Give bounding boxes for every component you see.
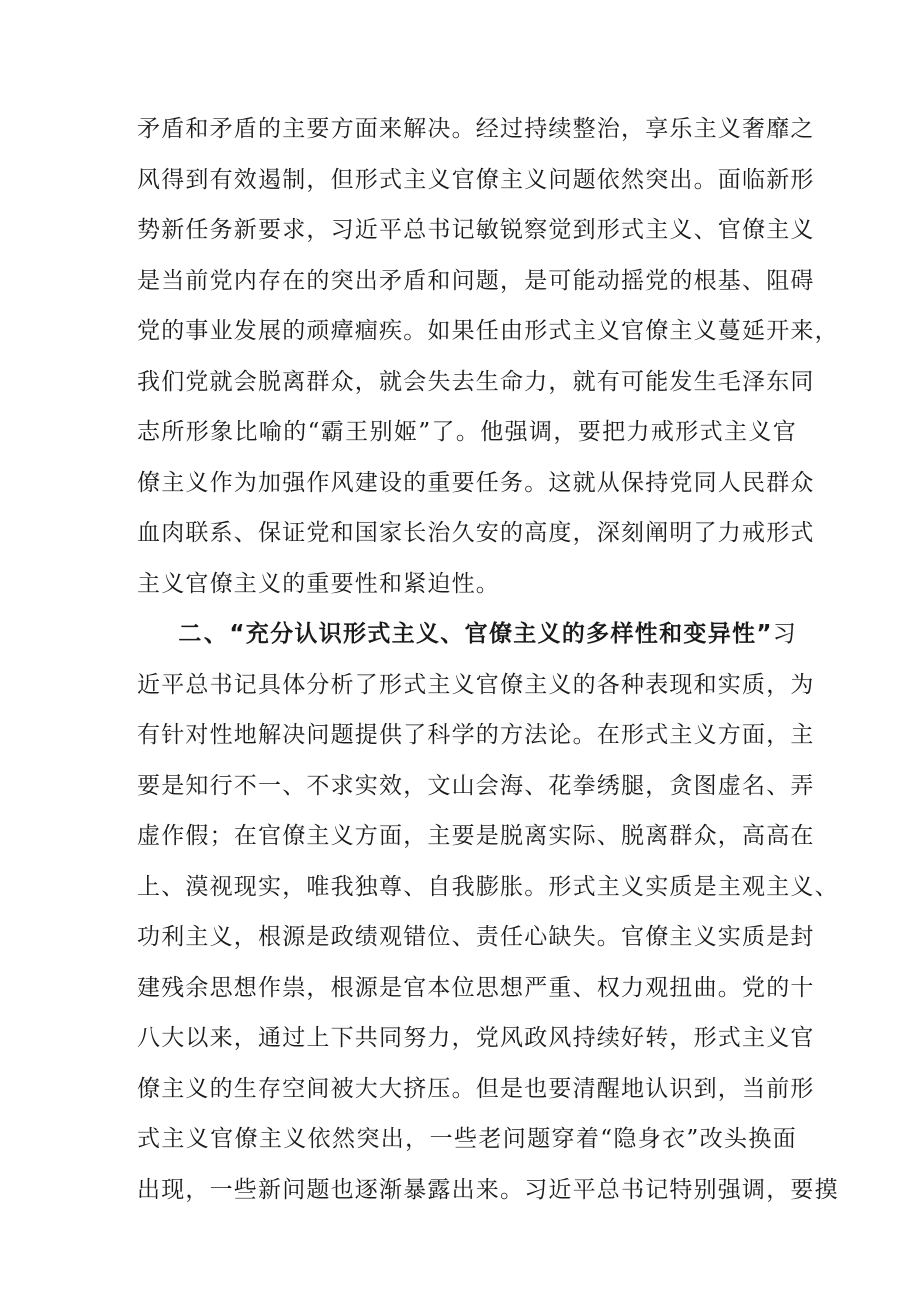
section-heading-line: [137, 609, 797, 660]
section-heading: “充分认识形式主义、官僚主义的多样性和变异性”: [229, 621, 772, 647]
text-line: 势新任务新要求，习近平总书记敏锐察觉到形式主义、官僚主义: [137, 217, 815, 243]
text-line: 僚主义作为加强作风建设的重要任务。这就从保持党同人民群众: [137, 469, 815, 496]
paragraph-1: [137, 104, 839, 609]
text-line: 虚作假；在官僚主义方面，主要是脱离实际、脱离群众，高高在: [137, 823, 815, 849]
text-line: 主义官僚主义的重要性和紧迫性。: [137, 570, 500, 597]
text-line: 血肉联系、保证党和国家长治久安的高度，深刻阐明了力戒形式: [137, 520, 815, 546]
text-line: 功利主义，根源是政绩观错位、责任心缺失。官僚主义实质是封: [137, 924, 815, 950]
text-line: 党的事业发展的顽瘴痼疾。如果任由形式主义官僚主义蔓延开来，: [137, 318, 839, 344]
body-text: [137, 104, 839, 1215]
text-line: 我们党就会脱离群众，就会失去生命力，就有可能发生毛泽东同: [137, 368, 815, 395]
section-2: [137, 609, 839, 1215]
text-line: 僚主义的生存空间被大大挤压。但是也要清醒地认识到，当前形: [137, 1075, 815, 1102]
text-line: 式主义官僚主义依然突出，一些老问题穿着“隐身衣”改头换面: [137, 1126, 797, 1152]
text-line: 建残余思想作祟，根源是官本位思想严重、权力观扭曲。党的十: [137, 974, 815, 1001]
text-line: 要是知行不一、不求实效，文山会海、花拳绣腿，贪图虚名、弄: [137, 772, 815, 799]
text-line: 出现，一些新问题也逐渐暴露出来。习近平总书记特别强调，要摸: [137, 1176, 839, 1203]
text-line: 有针对性地解决问题提供了科学的方法论。在形式主义方面，主: [137, 722, 815, 748]
text-line: 上、漠视现实，唯我独尊、自我膨胀。形式主义实质是主观主义、: [137, 873, 839, 900]
text-line: 八大以来，通过上下共同努力，党风政风持续好转，形式主义官: [137, 1025, 815, 1051]
text-line: 近平总书记具体分析了形式主义官僚主义的各种表现和实质，为: [137, 671, 815, 698]
text-line: 志所形象比喻的“霸王别姬”了。他强调，要把力戒形式主义官: [137, 419, 797, 445]
text-line: 是当前党内存在的突出矛盾和问题，是可能动摇党的根基、阻碍: [137, 267, 815, 294]
text-line: 矛盾和矛盾的主要方面来解决。经过持续整治，享乐主义奢靡之: [137, 116, 815, 142]
section-number: 二、: [177, 621, 230, 647]
text-line: 风得到有效遏制，但形式主义官僚主义问题依然突出。面临新形: [137, 166, 815, 193]
heading-tail: 习: [771, 621, 797, 647]
